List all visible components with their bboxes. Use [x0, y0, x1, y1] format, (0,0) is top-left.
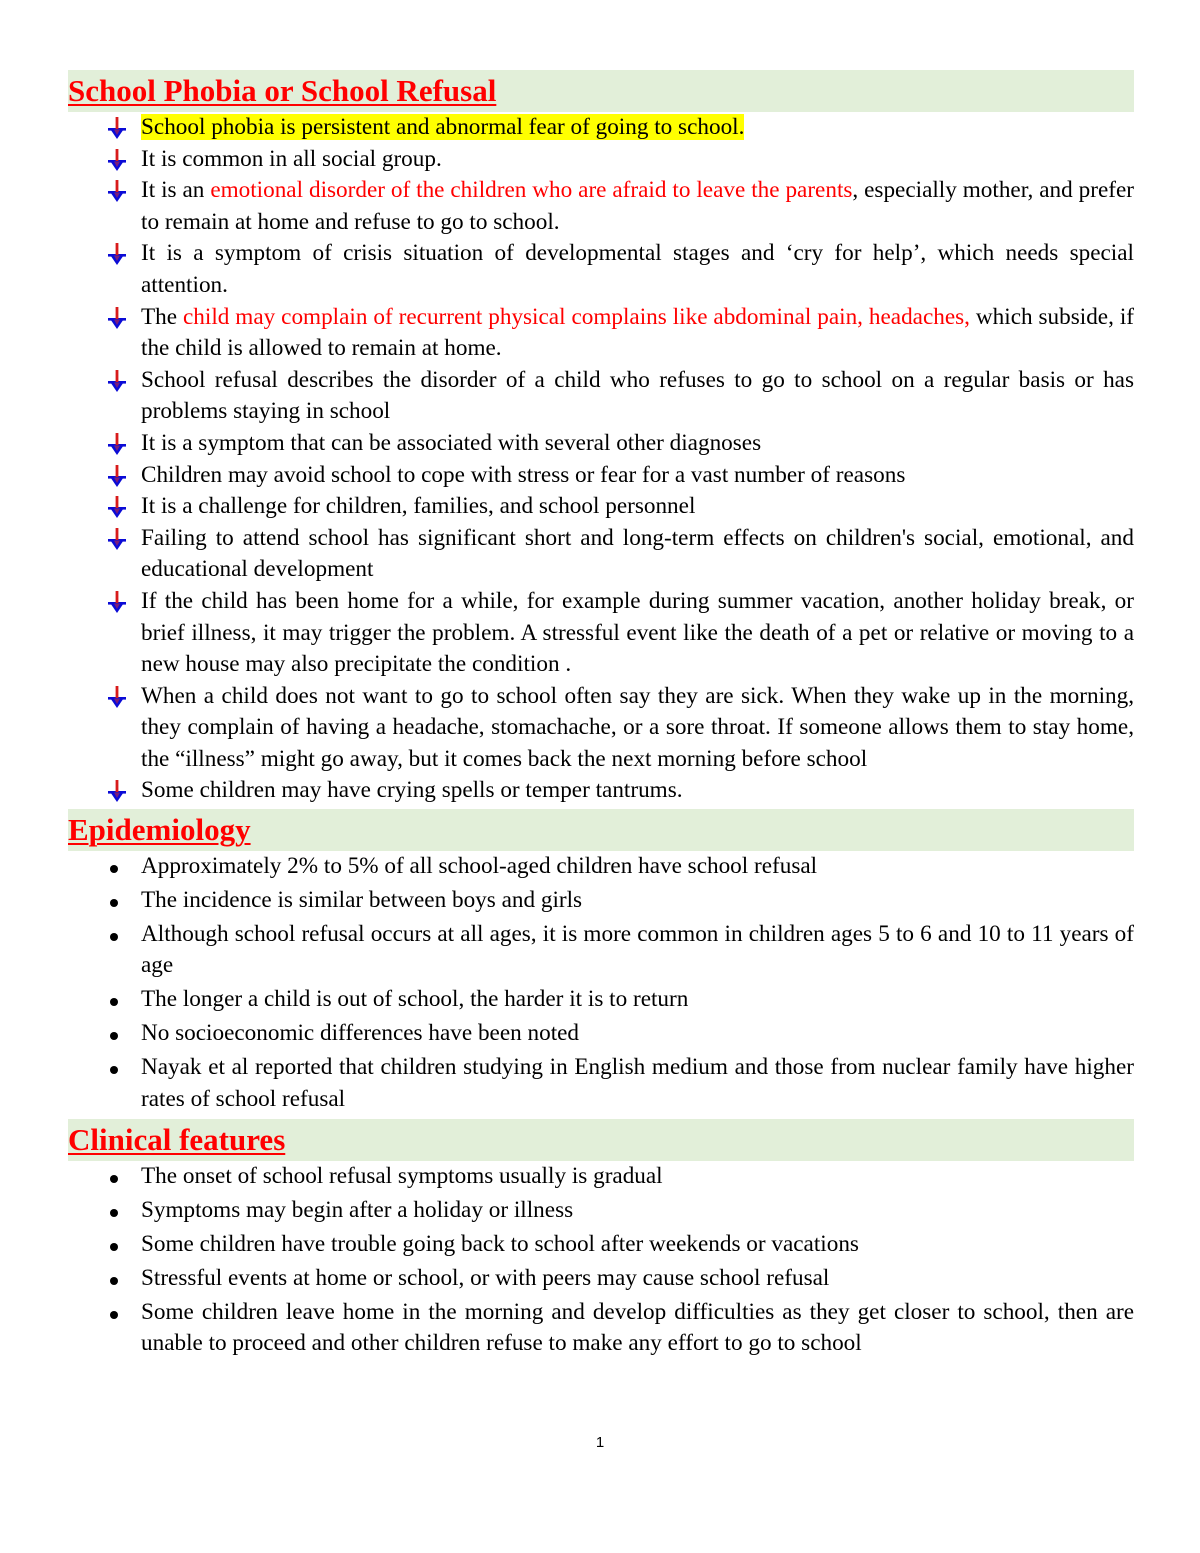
item-text: Although school refusal occurs at all ages, it is more common in children ages 5 to 6 and 10 to 11 years of age	[141, 920, 1134, 979]
item-text: The onset of school refusal symptoms usually is gradual	[141, 1163, 663, 1190]
section-heading-epidemiology	[68, 809, 1134, 851]
item-text: Some children have trouble going back to school after weekends or vacations	[141, 1231, 859, 1258]
item-text: It is a symptom that can be associated with several other diagnoses	[141, 429, 762, 456]
list-item	[68, 238, 1134, 301]
document-page	[68, 70, 1134, 1362]
bullet-icon	[110, 1243, 118, 1251]
bullet-icon	[110, 1066, 118, 1074]
list-item	[68, 885, 1134, 917]
heading-title: School Phobia or School Refusal	[68, 73, 497, 108]
list-item	[68, 586, 1134, 681]
list-item	[68, 1018, 1134, 1050]
bullet-icon	[110, 899, 118, 907]
bullet-icon	[110, 1032, 118, 1040]
list-item	[68, 775, 1134, 807]
bullet-icon	[110, 933, 118, 941]
down-arrow-icon	[106, 685, 128, 709]
list-item	[68, 302, 1134, 365]
item-text: , especially mother, and prefer to remain at home and refuse to go to school.	[141, 177, 1134, 235]
item-text: Symptoms may begin after a holiday or illness	[141, 1197, 574, 1224]
list-item	[68, 1052, 1134, 1115]
bullet-icon	[110, 998, 118, 1006]
list-item	[68, 1161, 1134, 1193]
list-item	[68, 428, 1134, 460]
down-arrow-icon	[106, 148, 128, 172]
item-text: Failing to attend school has significant short and long-term effects on children's social, emotional, and educational development	[141, 524, 1134, 583]
emphasis-text: emotional disorder of the children who are afraid to leave the parents	[210, 177, 853, 204]
list-item	[68, 1195, 1134, 1227]
item-text: The	[141, 303, 183, 330]
item-text: The longer a child is out of school, the harder it is to return	[141, 986, 689, 1013]
heading-title: Epidemiology	[68, 812, 251, 848]
down-arrow-icon	[106, 590, 128, 614]
item-text: No socioeconomic differences have been noted	[141, 1020, 580, 1047]
epidemiology-list	[68, 851, 1134, 1115]
heading-title: Clinical features	[68, 1122, 286, 1158]
school-phobia-list	[68, 112, 1134, 807]
down-arrow-icon	[106, 306, 128, 330]
down-arrow-icon	[106, 242, 128, 266]
bullet-icon	[110, 1311, 118, 1319]
item-text: It is a challenge for children, families, and school personnel	[141, 493, 696, 520]
list-item	[68, 460, 1134, 492]
list-item	[68, 1263, 1134, 1295]
item-text: If the child has been home for a while, for example during summer vacation, another holiday break, or brief illness, it may trigger the problem. A stressful event like the death of a pet or relative or moving to a new house may also precipitate the condition .	[141, 587, 1134, 678]
list-item	[68, 1297, 1134, 1360]
item-text: It is common in all social group.	[141, 145, 442, 172]
item-text: Children may avoid school to cope with stress or fear for a vast number of reasons	[141, 461, 906, 488]
down-arrow-icon	[106, 116, 128, 140]
list-item	[68, 523, 1134, 586]
bullet-icon	[110, 865, 118, 873]
item-text: which subside, if the child is allowed to remain at home.	[141, 303, 1134, 362]
section-heading-clinical-features	[68, 1119, 1134, 1161]
list-item	[68, 144, 1134, 176]
down-arrow-icon	[106, 369, 128, 393]
highlighted-text: School phobia is persistent and abnormal fear of going to school.	[141, 114, 745, 140]
item-text: When a child does not want to go to school often say they are sick. When they wake up in the morning, they complain of having a headache, stomachache, or a sore throat. If someone allows them to stay home, the “illness” might go away, but it comes back the next morning before school	[141, 682, 1134, 772]
list-item	[68, 851, 1134, 883]
list-item	[68, 112, 1134, 144]
list-item	[68, 491, 1134, 523]
item-text: School refusal describes the disorder of a child who refuses to go to school on a regular basis or has problems staying in school	[141, 366, 1134, 425]
list-item	[68, 1229, 1134, 1261]
emphasis-text: child may complain of recurrent physical complains like abdominal pain, headaches,	[183, 303, 970, 330]
list-item	[68, 365, 1134, 428]
down-arrow-icon	[106, 779, 128, 803]
clinical-features-list	[68, 1161, 1134, 1360]
bullet-icon	[110, 1175, 118, 1183]
page-number: 1	[595, 1434, 605, 1451]
list-item	[68, 175, 1134, 238]
down-arrow-icon	[106, 495, 128, 519]
item-text: Nayak et al reported that children studying in English medium and those from nuclear family have higher rates of school refusal	[141, 1054, 1134, 1112]
item-text: Stressful events at home or school, or with peers may cause school refusal	[141, 1264, 830, 1291]
down-arrow-icon	[106, 527, 128, 551]
item-text: It is a symptom of crisis situation of developmental stages and ‘cry for help’, which needs special attention.	[141, 240, 1134, 298]
item-text: Approximately 2% to 5% of all school-aged children have school refusal	[141, 853, 818, 880]
list-item	[68, 919, 1134, 982]
list-item	[68, 681, 1134, 776]
bullet-icon	[110, 1209, 118, 1217]
down-arrow-icon	[106, 432, 128, 456]
item-text: The incidence is similar between boys and girls	[141, 886, 583, 913]
list-item	[68, 984, 1134, 1016]
section-heading-school-phobia	[68, 70, 1134, 112]
item-text: It is an	[141, 177, 211, 204]
down-arrow-icon	[106, 179, 128, 203]
down-arrow-icon	[106, 464, 128, 488]
item-text: Some children may have crying spells or temper tantrums.	[141, 777, 683, 804]
bullet-icon	[110, 1277, 118, 1285]
item-text: Some children leave home in the morning and develop difficulties as they get closer to school, then are unable to proceed and other children refuse to make any effort to go to school	[141, 1298, 1134, 1357]
